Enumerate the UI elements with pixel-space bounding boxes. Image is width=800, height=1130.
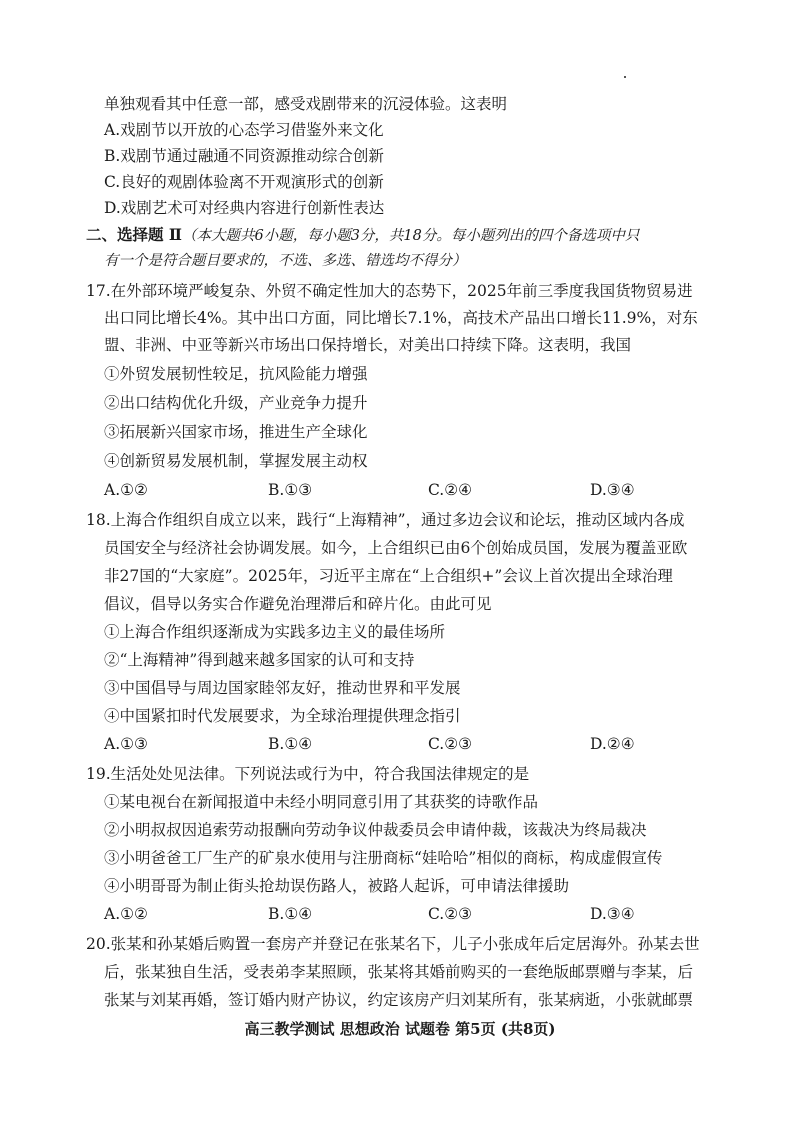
q19-choice-b: B.①④ bbox=[268, 905, 313, 923]
section-2-header bbox=[86, 225, 639, 246]
q17-choice-b: B.①③ bbox=[268, 481, 313, 499]
q17-statement-1: ①外贸发展韧性较足，抗风险能力增强 bbox=[104, 365, 368, 383]
q19-choice-d: D.③④ bbox=[590, 905, 635, 923]
q16-option-d: D.戏剧艺术可对经典内容进行创新性表达 bbox=[104, 199, 385, 217]
q16-option-c: C.良好的观剧体验离不开观演形式的创新 bbox=[104, 173, 384, 191]
q19-statement-1: ①某电视台在新闻报道中未经小明同意引用了其获奖的诗歌作品 bbox=[104, 793, 539, 811]
q18-stem-line-2: 员国安全与经济社会协调发展。如今，上合组织已由6个创始成员国，发展为覆盖亚欧 bbox=[104, 539, 688, 557]
q18-stem-line-3: 非27国的“大家庭”。2025年，习近平主席在“上合组织+”会议上首次提出全球治理 bbox=[104, 567, 673, 585]
scan-speck bbox=[624, 76, 626, 78]
q20-stem-line-1: 20.张某和孙某婚后购置一套房产并登记在张某名下，儿子小张成年后定居海外。孙某去世 bbox=[86, 935, 700, 953]
q18-statement-1: ①上海合作组织逐渐成为实践多边主义的最佳场所 bbox=[104, 623, 446, 641]
q17-statement-4: ④创新贸易发展机制，掌握发展主动权 bbox=[104, 452, 368, 470]
q18-choice-b: B.①④ bbox=[268, 735, 313, 753]
q18-choice-c: C.②③ bbox=[428, 735, 473, 753]
q19-choice-c: C.②③ bbox=[428, 905, 473, 923]
section-2-note-line2: 有一个是符合题目要求的，不选、多选、错选均不得分） bbox=[104, 253, 467, 269]
section-2-note-line1: （本大题共6小题，每小题3分，共18分。每小题列出的四个备选项中只 bbox=[181, 228, 640, 244]
q17-choice-d: D.③④ bbox=[590, 481, 635, 499]
q16-option-b: B.戏剧节通过融通不同资源推动综合创新 bbox=[104, 147, 384, 165]
q17-stem-line-2: 出口同比增长4%。其中出口方面，同比增长7.1%，高技术产品出口增长11.9%，对东 bbox=[104, 309, 698, 327]
q17-stem-line-1: 17.在外部环境严峻复杂、外贸不确定性加大的态势下，2025年前三季度我国货物贸易进 bbox=[86, 282, 693, 300]
q16-option-a: A.戏剧节以开放的心态学习借鉴外来文化 bbox=[104, 121, 384, 139]
q18-stem-line-4: 倡议，倡导以务实合作避免治理滞后和碎片化。由此可见 bbox=[104, 595, 492, 613]
page-footer: 高三教学测试 思想政治 试题卷 第5页 (共8页) bbox=[244, 1020, 556, 1038]
q19-statement-3: ③小明爸爸工厂生产的矿泉水使用与注册商标“娃哈哈”相似的商标，构成虚假宣传 bbox=[104, 849, 663, 867]
q17-stem-line-3: 盟、非洲、中亚等新兴市场出口保持增长，对美出口持续下降。这表明，我国 bbox=[104, 336, 632, 354]
q18-stem-line-1: 18.上海合作组织自成立以来，践行“上海精神”，通过多边会议和论坛，推动区域内各成 bbox=[86, 511, 685, 529]
q19-statement-2: ②小明叔叔因追索劳动报酬向劳动争议仲裁委员会申请仲裁，该裁决为终局裁决 bbox=[104, 821, 647, 839]
q19-statement-4: ④小明哥哥为制止街头抢劫误伤路人，被路人起诉，可申请法律援助 bbox=[104, 877, 570, 895]
q18-choice-a: A.①③ bbox=[104, 735, 148, 753]
q20-stem-line-2: 后，张某独自生活，受表弟李某照顾，张某将其婚前购买的一套绝版邮票赠与李某，后 bbox=[104, 963, 694, 981]
q16-stem-line: 单独观看其中任意一部，感受戏剧带来的沉浸体验。这表明 bbox=[104, 95, 508, 113]
q18-statement-4: ④中国紧扣时代发展要求，为全球治理提供理念指引 bbox=[104, 707, 461, 725]
q18-choice-d: D.②④ bbox=[590, 735, 635, 753]
q17-choice-c: C.②④ bbox=[428, 481, 473, 499]
q17-statement-2: ②出口结构优化升级，产业竞争力提升 bbox=[104, 394, 368, 412]
q20-stem-line-3: 张某与刘某再婚，签订婚内财产协议，约定该房产归刘某所有，张某病逝，小张就邮票 bbox=[104, 991, 694, 1009]
q19-choice-a: A.①② bbox=[104, 905, 148, 923]
q17-choice-a: A.①② bbox=[104, 481, 148, 499]
q18-statement-3: ③中国倡导与周边国家睦邻友好，推动世界和平发展 bbox=[104, 679, 461, 697]
q19-stem-line-1: 19.生活处处见法律。下列说法或行为中，符合我国法律规定的是 bbox=[86, 765, 530, 783]
section-2-title: 二、选择题 Ⅱ bbox=[86, 225, 182, 244]
q18-statement-2: ②“上海精神”得到越来越多国家的认可和支持 bbox=[104, 651, 415, 669]
q17-statement-3: ③拓展新兴国家市场，推进生产全球化 bbox=[104, 423, 368, 441]
